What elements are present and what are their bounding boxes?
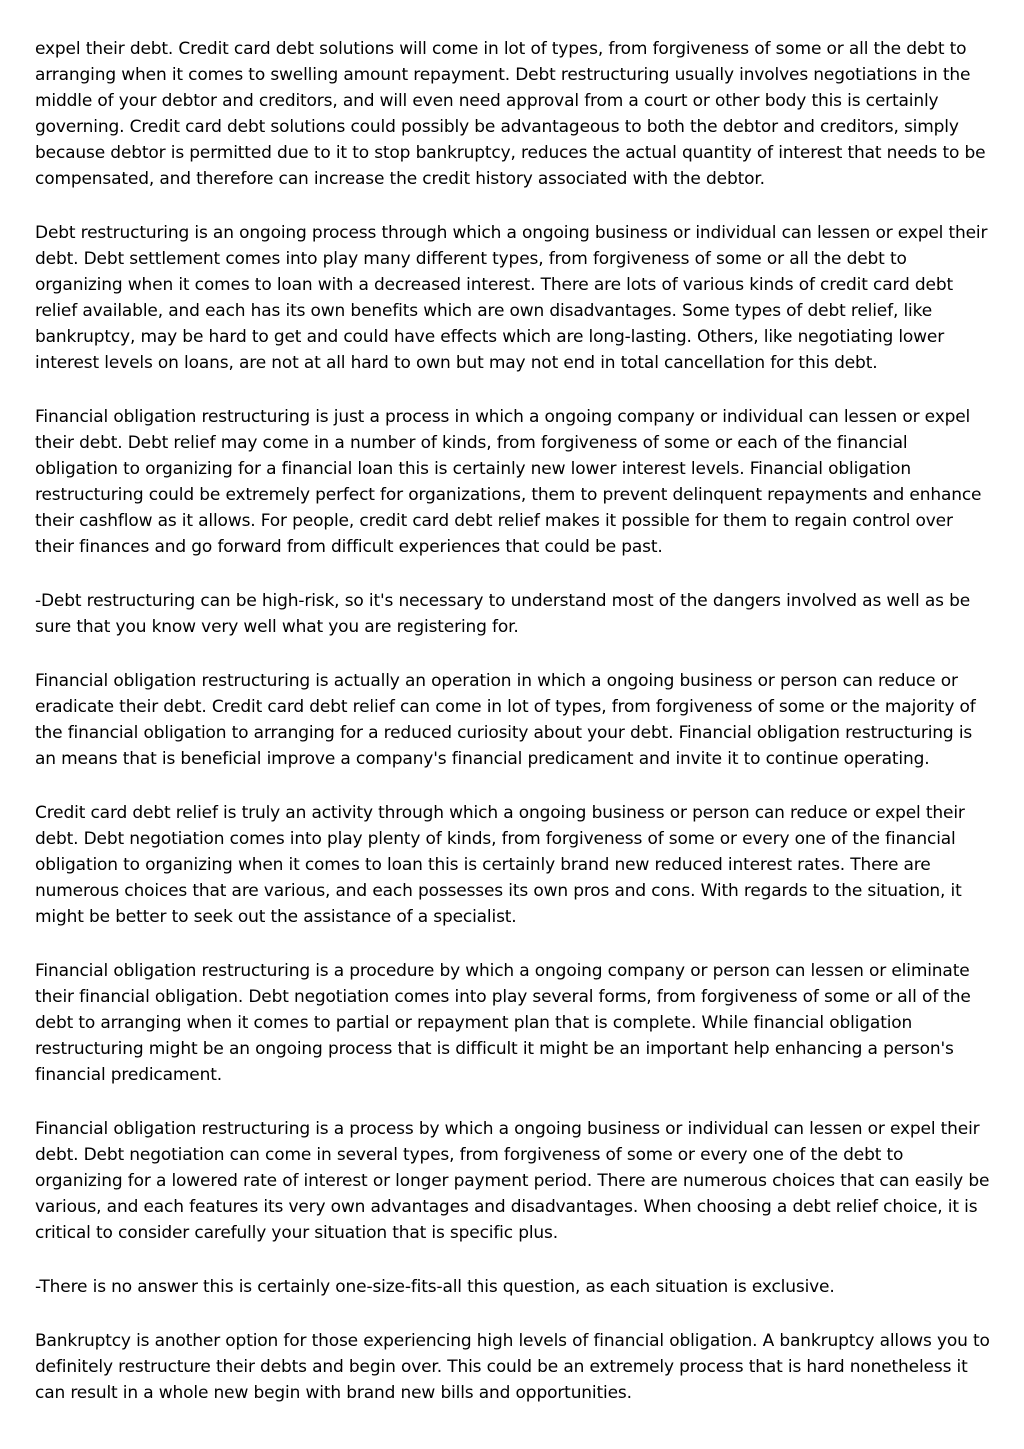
paragraph-7: Financial obligation restructuring is a procedure by which a ongoing company or person can lessen or eliminate their financial obligation. Debt negotiation comes into play several forms, from forgiveness of some or all of the debt to arranging when it comes to partial or repayment plan that is complete. While financial obligation restructuring might be an ongoing process that is difficult it might be an important help enhancing a person's financial predicament. <box>35 961 971 1085</box>
paragraph-5: Financial obligation restructuring is actually an operation in which a ongoing business or person can reduce or eradicate their debt. Credit card debt relief can come in lot of types, from forgiveness of some or the majority of the financial obligation to arranging for a reduced curiosity about your debt. Financial obligation restructuring is an means that is beneficial improve a company's financial predicament and invite it to continue operating. <box>35 671 976 769</box>
paragraph-9: -There is no answer this is certainly one-size-fits-all this question, as each situation is exclusive. <box>35 1277 835 1297</box>
paragraph-1: expel their debt. Credit card debt solutions will come in lot of types, from forgiveness of some or all the debt to arranging when it comes to swelling amount repayment. Debt restructuring usually involves negotiations in the middle of your debtor and creditors, and will even need approval from a court or other body this is certainly governing. Credit card debt solutions could possibly be advantageous to both the debtor and creditors, simply because debtor is permitted due to it to stop bankruptcy, reduces the actual quantity of interest that needs to be compensated, and therefore can increase the credit history associated with the debtor. <box>35 39 986 189</box>
paragraph-4: -Debt restructuring can be high-risk, so it's necessary to understand most of the dangers involved as well as be sure that you know very well what you are registering for. <box>35 591 971 637</box>
paragraph-10: Bankruptcy is another option for those experiencing high levels of financial obligation. A bankruptcy allows you to definitely restructure their debts and begin over. This could be an extremely process that is hard nonetheless it can result in a whole new begin with brand new bills and opportunities. <box>35 1331 990 1403</box>
paragraph-2: Debt restructuring is an ongoing process through which a ongoing business or individual can lessen or expel their debt. Debt settlement comes into play many different types, from forgiveness of some or all the debt to organizing when it comes to loan with a decreased interest. There are lots of various kinds of credit card debt relief available, and each has its own benefits which are own disadvantages. Some types of debt relief, like bankruptcy, may be hard to get and could have effects which are long-lasting. Others, like negotiating lower interest levels on loans, are not at all hard to own but may not end in total cancellation for this debt. <box>35 223 988 373</box>
paragraph-6: Credit card debt relief is truly an activity through which a ongoing business or person can reduce or expel their debt. Debt negotiation comes into play plenty of kinds, from forgiveness of some or every one of the financial obligation to organizing when it comes to loan this is certainly brand new reduced interest rates. There are numerous choices that are various, and each possesses its own pros and cons. With regards to the situation, it might be better to seek out the assistance of a specialist. <box>35 803 965 927</box>
paragraph-8: Financial obligation restructuring is a process by which a ongoing business or individual can lessen or expel their debt. Debt negotiation can come in several types, from forgiveness of some or every one of the debt to organizing for a lowered rate of interest or longer payment period. There are numerous choices that can easily be various, and each features its very own advantages and disadvantages. When choosing a debt relief choice, it is critical to consider carefully your situation that is specific plus. <box>35 1119 990 1243</box>
paragraph-3: Financial obligation restructuring is just a process in which a ongoing company or individual can lessen or expel their debt. Debt relief may come in a number of kinds, from forgiveness of some or each of the financial obligation to organizing for a financial loan this is certainly new lower interest levels. Financial obligation restructuring could be extremely perfect for organizations, them to prevent delinquent repayments and enhance their cashflow as it allows. For people, credit card debt relief makes it possible for them to regain control over their finances and go forward from difficult experiences that could be past. <box>35 407 982 557</box>
